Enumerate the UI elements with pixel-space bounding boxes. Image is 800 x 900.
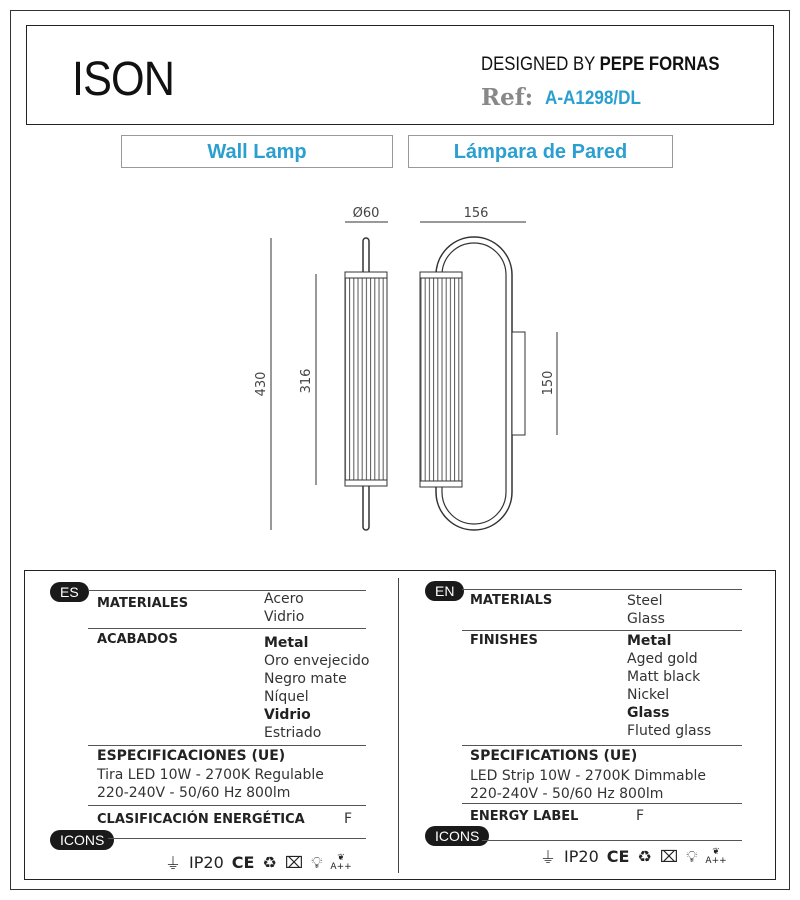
eco-leaf-icon: ❦ A++ — [705, 846, 727, 866]
dim-plate-height: 150 — [541, 370, 556, 396]
es-spec-line: 220-240V - 50/60 Hz 800lm — [97, 785, 291, 801]
ref-code: A-A1298/DL — [545, 88, 641, 109]
en-spec-line: LED Strip 10W - 2700K Dimmable — [470, 768, 707, 784]
side-top-cap — [420, 272, 462, 278]
es-materials-label: MATERIALES — [97, 596, 189, 611]
energy-class-label: A++ — [330, 861, 352, 872]
ref-label: Ref: — [481, 84, 534, 111]
ce-mark-icon: CE — [606, 847, 630, 866]
subtitle-es: Lámpara de Pared — [408, 135, 673, 168]
es-finish-group: Metal — [264, 635, 309, 651]
dim-total-height: 430 — [254, 371, 269, 397]
divider — [462, 589, 742, 590]
dim-depth: 156 — [463, 206, 489, 221]
lang-tag-en: EN — [425, 581, 464, 601]
divider — [108, 838, 366, 839]
designer-name: PEPE FORNAS — [599, 54, 720, 75]
ip-rating: IP20 — [189, 853, 224, 872]
en-finish: Nickel — [627, 687, 670, 703]
ce-mark-icon: CE — [231, 853, 255, 872]
crossed-bin-icon: ⌧ — [659, 847, 679, 866]
recycle-icon: ♻ — [262, 853, 277, 872]
subtitle-en: Wall Lamp — [121, 135, 393, 168]
en-finish: Fluted glass — [627, 723, 712, 739]
earth-ground-icon: ⏚ — [540, 848, 557, 867]
led-bulb-icon: 💡︎ — [311, 852, 323, 872]
en-spec-line: 220-240V - 50/60 Hz 800lm — [470, 786, 664, 802]
es-finishes-label: ACABADOS — [97, 632, 178, 647]
divider — [88, 590, 366, 591]
es-finish: Negro mate — [264, 671, 347, 687]
en-finishes-label: FINISHES — [470, 633, 538, 648]
energy-class-label: A++ — [705, 855, 727, 866]
side-fluted-glass — [420, 278, 462, 481]
en-energy-label: ENERGY LABEL — [470, 809, 579, 824]
es-finish: Estriado — [264, 725, 322, 741]
icons-tag-en: ICONS — [425, 826, 489, 846]
icons-tag-es: ICONS — [50, 830, 114, 850]
es-spec-line: Tira LED 10W - 2700K Regulable — [97, 767, 324, 783]
lang-tag-es: ES — [50, 582, 89, 602]
es-finish-group: Vidrio — [264, 707, 311, 723]
divider — [482, 840, 742, 841]
recycle-icon: ♻ — [637, 847, 652, 866]
side-bottom-cap — [420, 481, 462, 487]
front-bottom-cap — [345, 480, 387, 486]
en-materials-label: MATERIALS — [470, 593, 553, 608]
front-fluted-glass — [345, 278, 387, 480]
en-spec-label: SPECIFICATIONS (UE) — [470, 748, 638, 764]
en-material: Steel — [627, 593, 663, 609]
es-material: Vidrio — [264, 609, 305, 625]
wall-plate — [512, 332, 525, 435]
eco-leaf-icon: ❦ A++ — [330, 852, 352, 872]
en-material: Glass — [627, 611, 665, 627]
certification-icons-es — [165, 851, 352, 874]
crossed-bin-icon: ⌧ — [284, 853, 304, 872]
divider — [88, 745, 366, 746]
designed-by-label: DESIGNED BY — [481, 54, 595, 75]
es-energy-label: CLASIFICACIÓN ENERGÉTICA — [97, 812, 305, 827]
product-title: ISON — [72, 53, 175, 106]
divider — [88, 805, 366, 806]
led-bulb-icon: 💡︎ — [686, 846, 698, 866]
divider — [88, 628, 366, 629]
divider — [462, 803, 742, 804]
column-divider — [398, 578, 399, 873]
en-finish: Matt black — [627, 669, 701, 685]
en-finish: Aged gold — [627, 651, 698, 667]
es-material: Acero — [264, 591, 304, 607]
front-top-cap — [345, 272, 387, 278]
divider — [462, 630, 742, 631]
dim-diameter: Ø60 — [352, 206, 380, 221]
certification-icons-en — [540, 845, 727, 868]
dim-glass-height: 316 — [299, 368, 314, 394]
es-spec-label: ESPECIFICACIONES (UE) — [97, 748, 286, 764]
divider — [462, 745, 742, 746]
en-finish-group: Glass — [627, 705, 670, 721]
es-energy-value: F — [344, 811, 353, 827]
ip-rating: IP20 — [564, 847, 599, 866]
en-finish-group: Metal — [627, 633, 672, 649]
earth-ground-icon: ⏚ — [165, 854, 182, 873]
en-energy-value: F — [636, 808, 645, 824]
es-finish: Níquel — [264, 689, 309, 705]
es-finish: Oro envejecido — [264, 653, 370, 669]
